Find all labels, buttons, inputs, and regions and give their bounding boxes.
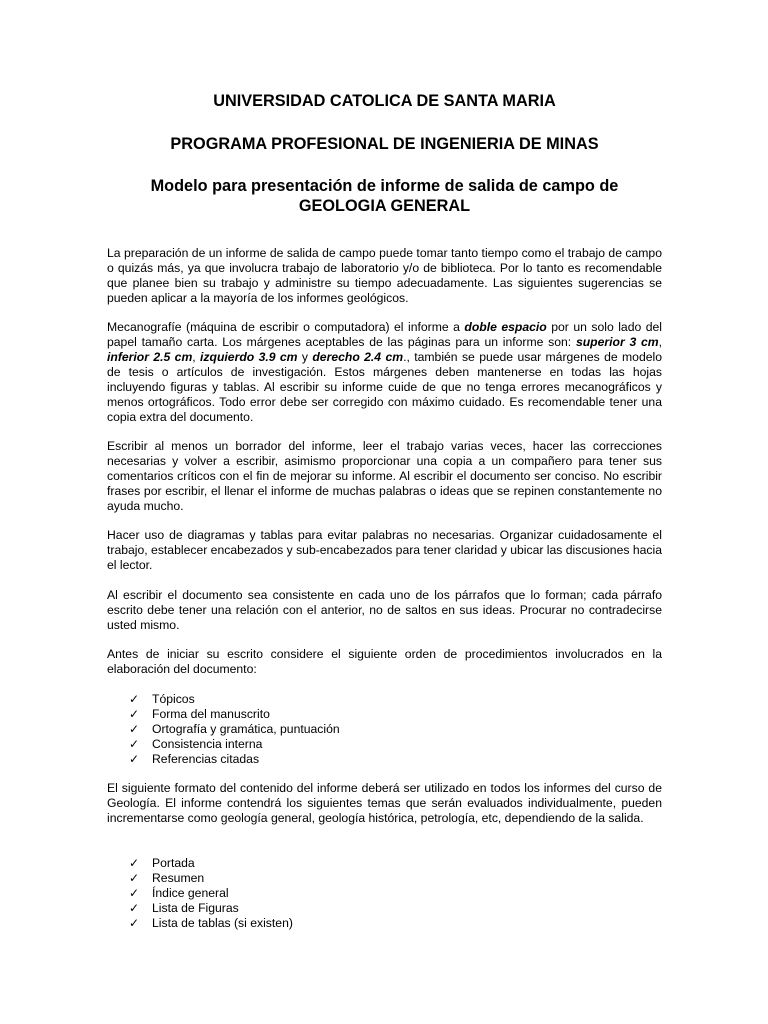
title-line-2: GEOLOGIA GENERAL (298, 197, 471, 215)
list-item-label: Tópicos (152, 692, 195, 706)
paragraph-diagrams: Hacer uso de diagramas y tablas para evitar palabras no necesarias. Organizar cuidadosamente el trabajo, establecer encabezados y sub-encabezados para tener claridad y ubicar las discusiones hacia el lector. (107, 528, 662, 572)
paragraph-format (107, 320, 662, 425)
paragraph-format-text: , (192, 350, 201, 364)
checkmark-icon: ✓ (129, 722, 140, 736)
contents-list (129, 856, 293, 931)
list-item (129, 722, 340, 737)
list-item-label: Ortografía y gramática, puntuación (152, 722, 340, 736)
checkmark-icon: ✓ (129, 692, 140, 706)
paragraph-procedures: Antes de iniciar su escrito considere el siguiente orden de procedimientos involucrados en la elaboración del documento: (107, 647, 662, 676)
university-heading: UNIVERSIDAD CATOLICA DE SANTA MARIA (213, 92, 556, 110)
list-item-label: Referencias citadas (152, 752, 260, 766)
list-item-label: Índice general (152, 886, 229, 900)
emphasis-margin-bottom: inferior 2.5 cm (107, 350, 193, 364)
list-item (129, 752, 340, 767)
list-item (129, 707, 340, 722)
title-line-1: Modelo para presentación de informe de salida de campo de (150, 177, 619, 195)
document-title (107, 176, 662, 216)
list-item (129, 871, 293, 886)
list-item (129, 692, 340, 707)
checkmark-icon: ✓ (129, 737, 140, 751)
checkmark-icon: ✓ (129, 856, 140, 870)
checkmark-icon: ✓ (129, 752, 140, 766)
paragraph-format-text: y (297, 350, 313, 364)
emphasis-margin-top: superior 3 cm (575, 335, 659, 349)
paragraph-consistency: Al escribir el documento sea consistente en cada uno de los párrafos que lo forman; cada párrafo escrito debe tener una relación con el anterior, no de saltos en sus ideas. Procurar no contradecirse usted mismo. (107, 588, 662, 632)
checkmark-icon: ✓ (129, 707, 140, 721)
paragraph-content-format: El siguiente formato del contenido del informe deberá ser utilizado en todos los informes del curso de Geología. El informe contendrá los siguientes temas que serán evaluados individualmente, pueden incrementarse como geología general, geología histórica, petrología, etc, dependiendo de la salida. (107, 781, 662, 825)
list-item-label: Lista de tablas (si existen) (152, 916, 293, 930)
list-item (129, 737, 340, 752)
list-item (129, 886, 293, 901)
emphasis-double-space: doble espacio (464, 320, 547, 334)
list-item-label: Forma del manuscrito (152, 707, 270, 721)
paragraph-format-text: por un solo lado del papel tamaño carta. Los márgenes aceptables de las páginas para un informe son: (107, 320, 662, 349)
list-item (129, 901, 293, 916)
checkmark-icon: ✓ (129, 871, 140, 885)
paragraph-format-text: ., también se puede usar márgenes de modelo de tesis o artículos de investigación. Estos márgenes deben mantenerse en todas las hojas incluyendo figuras y tablas. Al escribir su informe cuide de que no tenga errores mecanográficos y menos ortográficos. Todo error debe ser corregido con máximo cuidado. Es recomendable tener una copia extra del documento. (107, 350, 662, 424)
list-item-label: Lista de Figuras (152, 901, 239, 915)
list-item-label: Portada (152, 856, 195, 870)
emphasis-margin-right: derecho 2.4 cm (312, 350, 404, 364)
paragraph-format-text: Mecanografíe (máquina de escribir o computadora) el informe a (107, 320, 465, 334)
checkmark-icon: ✓ (129, 901, 140, 915)
emphasis-margin-left: izquierdo 3.9 cm (200, 350, 298, 364)
list-item-label: Consistencia interna (152, 737, 263, 751)
list-item (129, 856, 293, 871)
checkmark-icon: ✓ (129, 886, 140, 900)
procedures-list (129, 692, 340, 767)
paragraph-intro: La preparación de un informe de salida de campo puede tomar tanto tiempo como el trabajo de campo o quizás más, ya que involucra trabajo de laboratorio y/o de biblioteca. Por lo tanto es recomendable que planee bien su trabajo y administre su tiempo adecuadamente. Las siguientes sugerencias se pueden aplicar a la mayoría de los informes geológicos. (107, 246, 662, 305)
paragraph-draft: Escribir al menos un borrador del informe, leer el trabajo varias veces, hacer las correcciones necesarias y volver a escribir, asimismo proporcionar una copia a un compañero para tener sus comentarios críticos con el fin de mejorar su informe. Al escribir el documento ser conciso. No escribir frases por escribir, el llenar el informe de muchas palabras o ideas que se repinen constantemente no ayuda mucho. (107, 439, 662, 513)
list-item-label: Resumen (152, 871, 205, 885)
paragraph-format-text: , (658, 335, 662, 349)
checkmark-icon: ✓ (129, 916, 140, 930)
program-heading: PROGRAMA PROFESIONAL DE INGENIERIA DE MINAS (170, 135, 599, 153)
list-item (129, 916, 293, 931)
